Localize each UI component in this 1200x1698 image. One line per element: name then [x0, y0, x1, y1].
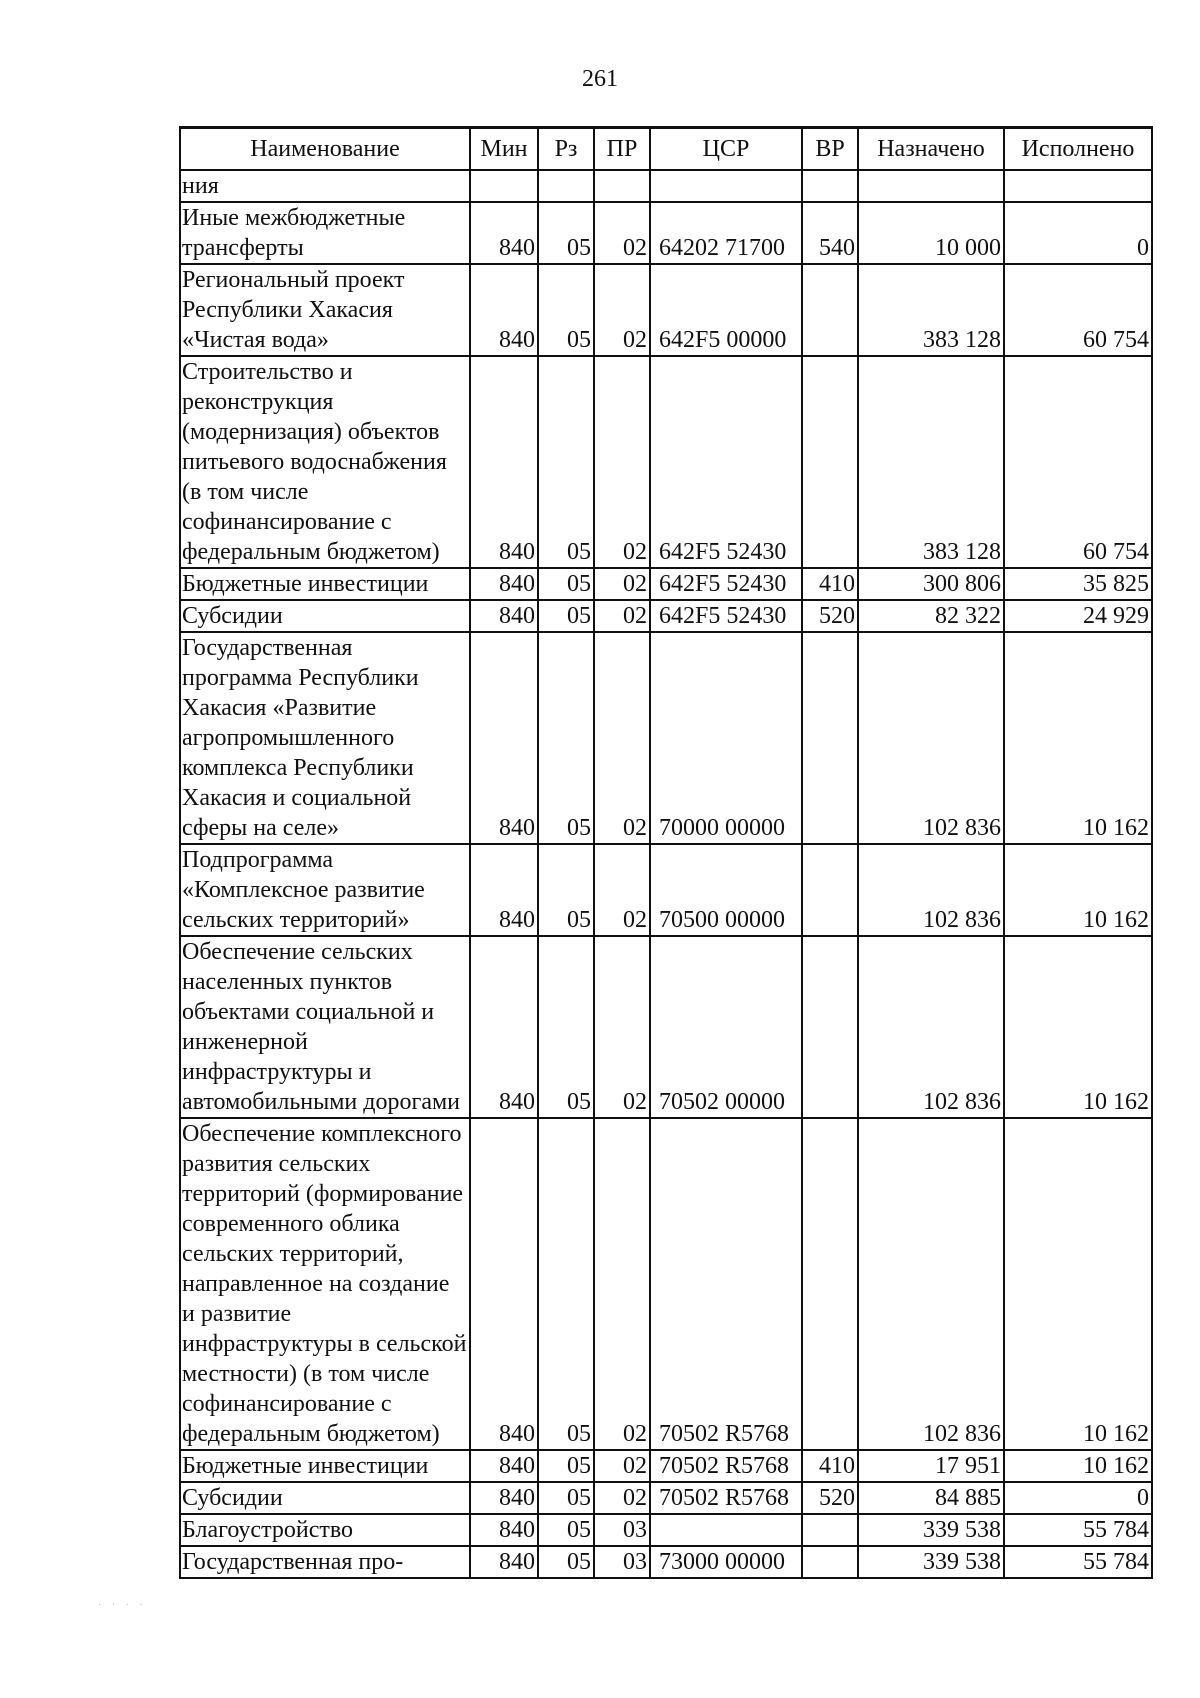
cell-pr: 02 [594, 356, 650, 568]
empty-cell [650, 170, 802, 202]
table-row [180, 1482, 1152, 1514]
cell-name: Государственная про- [180, 1546, 470, 1578]
cell-executed: 35 825 [1004, 568, 1152, 600]
cell-pr: 03 [594, 1514, 650, 1546]
cell-rz: 05 [538, 1546, 594, 1578]
scan-specks: · · · · [98, 1600, 147, 1611]
cell-vr [802, 1514, 858, 1546]
cell-vr [802, 1118, 858, 1450]
cell-rz: 05 [538, 202, 594, 264]
cell-min: 840 [470, 936, 538, 1118]
cell-min: 840 [470, 202, 538, 264]
header-row [180, 128, 1152, 171]
empty-cell [470, 170, 538, 202]
cell-pr: 02 [594, 202, 650, 264]
cell-vr [802, 356, 858, 568]
cell-csr [650, 1514, 802, 1546]
cell-pr: 02 [594, 844, 650, 936]
cell-min: 840 [470, 844, 538, 936]
empty-cell [802, 170, 858, 202]
cell-csr: 70500 00000 [650, 844, 802, 936]
cell-pr: 02 [594, 1482, 650, 1514]
header-name: Наименование [180, 128, 470, 171]
cell-name: Государственная программа Республики Хакасия «Развитие агропромышленного комплекса Республики Хакасия и социальной сферы на селе» [180, 632, 470, 844]
cell-rz: 05 [538, 600, 594, 632]
cell-assigned: 339 538 [858, 1546, 1004, 1578]
cell-min: 840 [470, 1514, 538, 1546]
cell-assigned: 102 836 [858, 844, 1004, 936]
cell-min: 840 [470, 632, 538, 844]
table-row [180, 568, 1152, 600]
cell-pr: 02 [594, 632, 650, 844]
header-rz: Рз [538, 128, 594, 171]
cell-executed: 0 [1004, 202, 1152, 264]
cell-executed: 60 754 [1004, 264, 1152, 356]
cell-csr: 642F5 52430 [650, 356, 802, 568]
empty-cell [1004, 170, 1152, 202]
cell-vr [802, 1546, 858, 1578]
cell-pr: 03 [594, 1546, 650, 1578]
continuation-row [180, 170, 1152, 202]
table-body [180, 170, 1152, 1578]
table-row [180, 1546, 1152, 1578]
cell-csr: 70502 R5768 [650, 1450, 802, 1482]
cell-vr: 410 [802, 1450, 858, 1482]
cell-name: Бюджетные инвестиции [180, 1450, 470, 1482]
cell-assigned: 102 836 [858, 632, 1004, 844]
cell-rz: 05 [538, 1482, 594, 1514]
table-row [180, 1450, 1152, 1482]
cell-name: Региональный проект Республики Хакасия «Чистая вода» [180, 264, 470, 356]
cell-name: Иные межбюджетные трансферты [180, 202, 470, 264]
cell-name: Подпрограмма «Комплексное развитие сельских территорий» [180, 844, 470, 936]
cell-rz: 05 [538, 632, 594, 844]
empty-cell [538, 170, 594, 202]
cell-name: Бюджетные инвестиции [180, 568, 470, 600]
cell-pr: 02 [594, 1450, 650, 1482]
cell-name: Обеспечение комплексного развития сельских территорий (формирование современного облика сельских территорий, направленное на создание и развитие инфраструктуры в сельской местности) (в том числе софинансирование с федеральным бюджетом) [180, 1118, 470, 1450]
table-row [180, 632, 1152, 844]
page-number: 261 [582, 66, 618, 92]
cell-vr [802, 844, 858, 936]
cell-min: 840 [470, 264, 538, 356]
empty-cell [858, 170, 1004, 202]
cell-executed: 10 162 [1004, 632, 1152, 844]
cell-rz: 05 [538, 936, 594, 1118]
cell-executed: 24 929 [1004, 600, 1152, 632]
cell-min: 840 [470, 356, 538, 568]
table-row [180, 1514, 1152, 1546]
empty-cell [594, 170, 650, 202]
cell-name: Субсидии [180, 600, 470, 632]
cell-csr: 642F5 00000 [650, 264, 802, 356]
cell-csr: 642F5 52430 [650, 600, 802, 632]
cell-vr [802, 936, 858, 1118]
cell-pr: 02 [594, 936, 650, 1118]
table-row [180, 202, 1152, 264]
cell-assigned: 10 000 [858, 202, 1004, 264]
cell-assigned: 82 322 [858, 600, 1004, 632]
cell-assigned: 17 951 [858, 1450, 1004, 1482]
cell-csr: 64202 71700 [650, 202, 802, 264]
cell-name: Субсидии [180, 1482, 470, 1514]
cell-executed: 55 784 [1004, 1514, 1152, 1546]
header-csr: ЦСР [650, 128, 802, 171]
table-row [180, 264, 1152, 356]
cell-rz: 05 [538, 1118, 594, 1450]
cell-min: 840 [470, 1546, 538, 1578]
cell-min: 840 [470, 600, 538, 632]
table-row [180, 356, 1152, 568]
table-row [180, 844, 1152, 936]
cell-executed: 10 162 [1004, 844, 1152, 936]
header-min: Мин [470, 128, 538, 171]
header-pr: ПР [594, 128, 650, 171]
cell-assigned: 383 128 [858, 356, 1004, 568]
cell-assigned: 383 128 [858, 264, 1004, 356]
cell-vr [802, 632, 858, 844]
cell-csr: 70502 R5768 [650, 1118, 802, 1450]
cell-executed: 0 [1004, 1482, 1152, 1514]
continuation-text: ния [180, 170, 470, 202]
cell-rz: 05 [538, 1450, 594, 1482]
cell-vr: 520 [802, 600, 858, 632]
cell-rz: 05 [538, 356, 594, 568]
cell-csr: 642F5 52430 [650, 568, 802, 600]
cell-pr: 02 [594, 568, 650, 600]
cell-min: 840 [470, 1118, 538, 1450]
cell-assigned: 102 836 [858, 936, 1004, 1118]
cell-min: 840 [470, 1482, 538, 1514]
cell-pr: 02 [594, 600, 650, 632]
table-header [180, 128, 1152, 171]
budget-execution-table [179, 126, 1153, 1579]
cell-min: 840 [470, 1450, 538, 1482]
cell-rz: 05 [538, 264, 594, 356]
cell-rz: 05 [538, 1514, 594, 1546]
cell-executed: 60 754 [1004, 356, 1152, 568]
header-vr: ВР [802, 128, 858, 171]
cell-name: Благоустройство [180, 1514, 470, 1546]
cell-pr: 02 [594, 264, 650, 356]
header-executed: Исполнено [1004, 128, 1152, 171]
cell-executed: 10 162 [1004, 1450, 1152, 1482]
cell-vr: 520 [802, 1482, 858, 1514]
cell-assigned: 102 836 [858, 1118, 1004, 1450]
cell-executed: 10 162 [1004, 1118, 1152, 1450]
table-row [180, 936, 1152, 1118]
cell-assigned: 84 885 [858, 1482, 1004, 1514]
cell-min: 840 [470, 568, 538, 600]
table-row [180, 600, 1152, 632]
table-row [180, 1118, 1152, 1450]
cell-assigned: 339 538 [858, 1514, 1004, 1546]
cell-name: Строительство и реконструкция (модернизация) объектов питьевого водоснабжения (в том числе софинансирование с федеральным бюджетом) [180, 356, 470, 568]
cell-executed: 55 784 [1004, 1546, 1152, 1578]
cell-rz: 05 [538, 844, 594, 936]
cell-csr: 70502 00000 [650, 936, 802, 1118]
header-assigned: Назначено [858, 128, 1004, 171]
cell-executed: 10 162 [1004, 936, 1152, 1118]
cell-pr: 02 [594, 1118, 650, 1450]
cell-rz: 05 [538, 568, 594, 600]
cell-vr: 410 [802, 568, 858, 600]
cell-csr: 73000 00000 [650, 1546, 802, 1578]
cell-csr: 70502 R5768 [650, 1482, 802, 1514]
cell-csr: 70000 00000 [650, 632, 802, 844]
cell-name: Обеспечение сельских населенных пунктов объектами социальной и инженерной инфраструктуры и автомобильными дорогами [180, 936, 470, 1118]
cell-vr [802, 264, 858, 356]
cell-vr: 540 [802, 202, 858, 264]
cell-assigned: 300 806 [858, 568, 1004, 600]
